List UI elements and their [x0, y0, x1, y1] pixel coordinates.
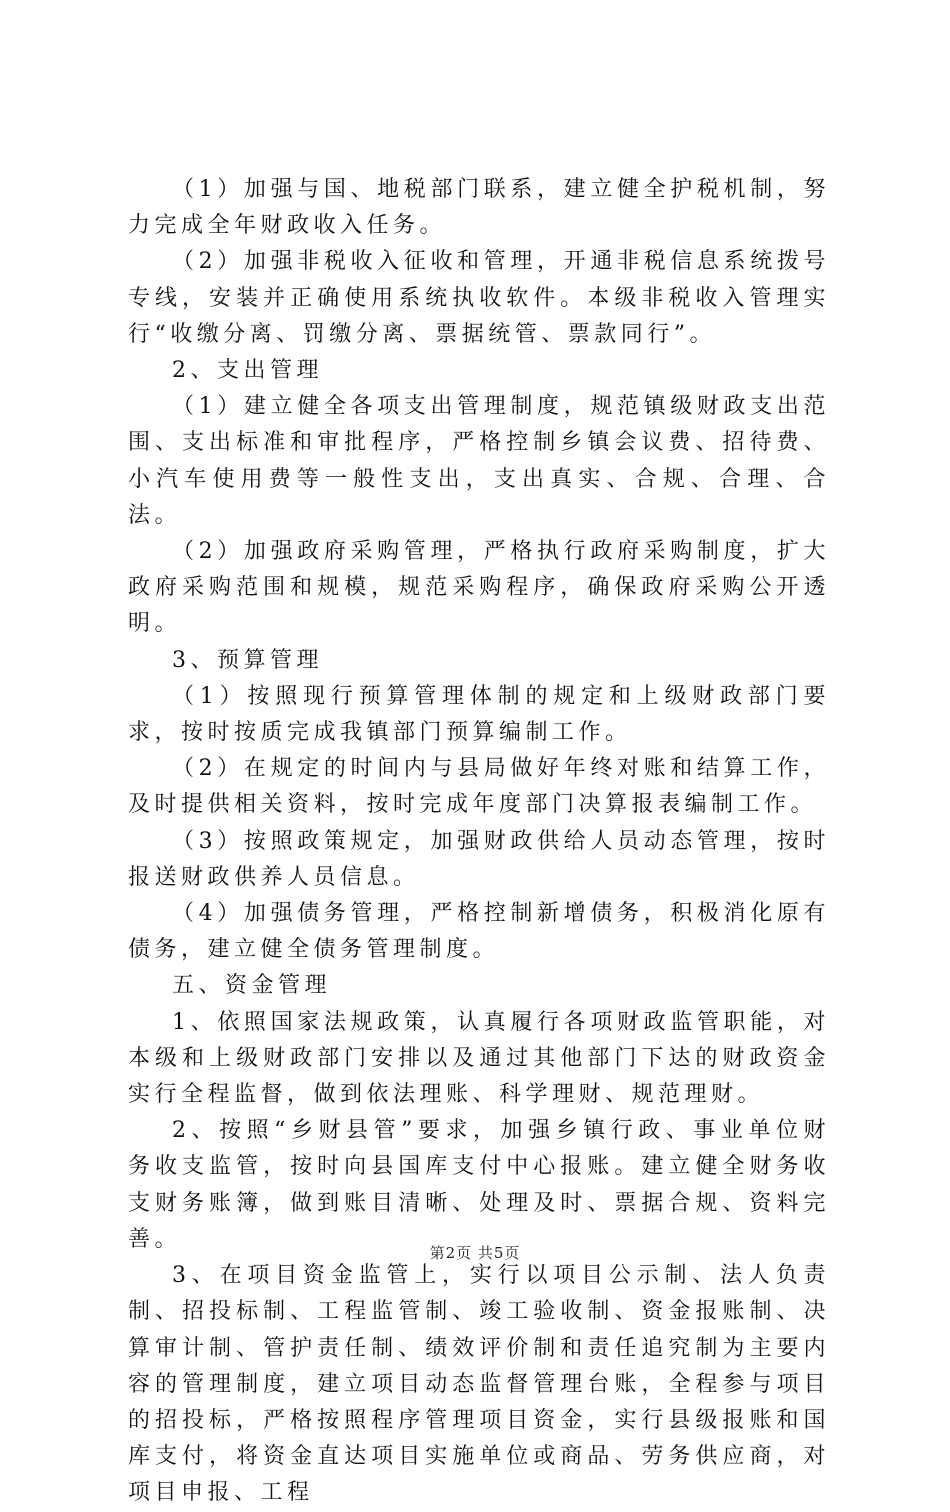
heading-budget-management: 3、预算管理: [172, 647, 323, 673]
document-body: [128, 172, 830, 1512]
heading-expenditure-management: 2、支出管理: [172, 358, 323, 384]
paragraph-debt-management: （4）加强债务管理，严格控制新增债务，积极消化原有债务，建立健全债务管理制度。: [128, 901, 830, 963]
paragraph-personnel-management: （3）按照政策规定，加强财政供给人员动态管理，按时报送财政供养人员信息。: [128, 828, 830, 890]
paragraph-expenditure-rules: （1）建立健全各项支出管理制度，规范镇级财政支出范围、支出标准和审批程序，严格控制乡镇会议费、招待费、小汽车使用费等一般性支出，支出真实、合规、合理、合法。: [128, 394, 830, 528]
paragraph-government-procurement: （2）加强政府采购管理，严格执行政府采购制度，扩大政府采购范围和规模，规范采购程序，确保政府采购公开透明。: [128, 539, 830, 637]
page-number-footer: 第2页 共5页: [429, 1244, 521, 1262]
paragraph-budget-preparation: （1）按照现行预算管理体制的规定和上级财政部门要求，按时按质完成我镇部门预算编制工作。: [128, 683, 830, 746]
heading-fund-management: 五、资金管理: [172, 973, 332, 999]
paragraph-project-funds: 3、在项目资金监管上，实行以项目公示制、法人负责制、招投标制、工程监管制、竣工验收制、资金报账制、决算审计制、管护责任制、绩效评价制和责任追究制为主要内容的管理制度，建立项目动态监督管理台账，全程参与项目的招投标，严格按照程序管理项目资金，实行县级报账和国库支付，将资金直达项目实施单位或商品、劳务供应商，对项目申报、工程: [128, 1263, 830, 1506]
paragraph-county-management: 2、按照“乡财县管”要求，加强乡镇行政、事业单位财务收支监管，按时向县国库支付中心报账。建立健全财务收支财务账簿，做到账目清晰、处理及时、票据合规、资料完善。: [128, 1118, 830, 1252]
paragraph-tax-cooperation: （1）加强与国、地税部门联系，建立健全护税机制，努力完成全年财政收入任务。: [128, 177, 830, 239]
paragraph-fund-supervision: 1、依照国家法规政策，认真履行各项财政监管职能，对本级和上级财政部门安排以及通过其他部门下达的财政资金实行全程监督，做到依法理账、科学理财、规范理财。: [128, 1009, 830, 1108]
paragraph-non-tax-revenue: （2）加强非税收入征收和管理，开通非税信息系统拨号专线，安装并正确使用系统执收软件。本级非税收入管理实行“收缴分离、罚缴分离、票据统管、票款同行”。: [128, 249, 830, 347]
paragraph-final-accounts: （2）在规定的时间内与县局做好年终对账和结算工作，及时提供相关资料，按时完成年度部门决算报表编制工作。: [128, 756, 830, 818]
